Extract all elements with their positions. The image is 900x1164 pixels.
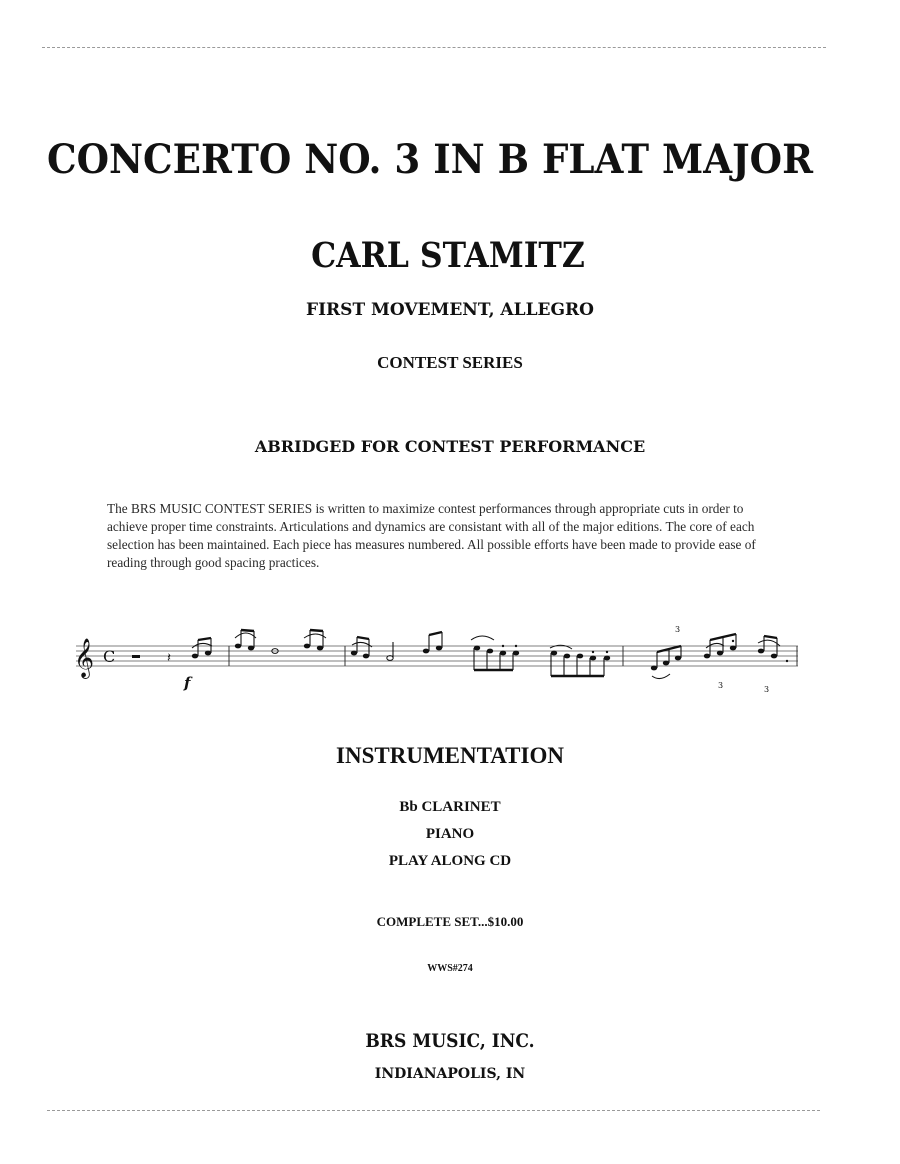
instrumentation-list [0, 794, 900, 875]
abridged-note: ABRIDGED FOR CONTEST PERFORMANCE [254, 437, 646, 456]
triplet-mark: 3 [718, 681, 724, 690]
quarter-rest: 𝄽 [167, 651, 171, 666]
instrument-item: Bb CLARINET [399, 799, 501, 815]
treble-clef-icon: 𝄞 [74, 638, 95, 678]
complete-set-price: COMPLETE SET...$10.00 [376, 914, 524, 929]
triplet-mark: 3 [675, 625, 681, 634]
series-description: The BRS MUSIC CONTEST SERIES is written to maximize contest performances through appropriate cuts in order to achieve proper time constraints. Articulations and dynamics are consistant with all of the major editions. The core of each selection has been maintained. Each piece has measures numbered. All possible efforts have been made to provide ease of reading through good spacing practices. [107, 501, 756, 570]
time-signature: C [103, 647, 116, 666]
publisher-name: BRS MUSIC, INC. [365, 1030, 535, 1052]
publisher-city: INDIANAPOLIS, IN [374, 1066, 526, 1082]
composer-name: CARL STAMITZ [311, 235, 585, 276]
instrumentation-heading: INSTRUMENTATION [336, 743, 564, 768]
movement-subtitle: FIRST MOVEMENT, ALLEGRO [306, 300, 594, 320]
instrument-item: PLAY ALONG CD [388, 853, 512, 869]
forte-dynamic: f [184, 674, 191, 692]
triplet-mark: 3 [764, 685, 770, 694]
bottom-dashed-rule [47, 1110, 820, 1111]
catalog-number: WWS#274 [427, 963, 473, 974]
half-rest [132, 655, 140, 658]
page-title: CONCERTO NO. 3 IN B FLAT MAJOR [46, 136, 813, 183]
instrument-item: PIANO [425, 826, 475, 842]
top-dashed-rule [42, 47, 826, 48]
music-excerpt-staff [70, 612, 810, 702]
series-label: CONTEST SERIES [377, 353, 523, 372]
